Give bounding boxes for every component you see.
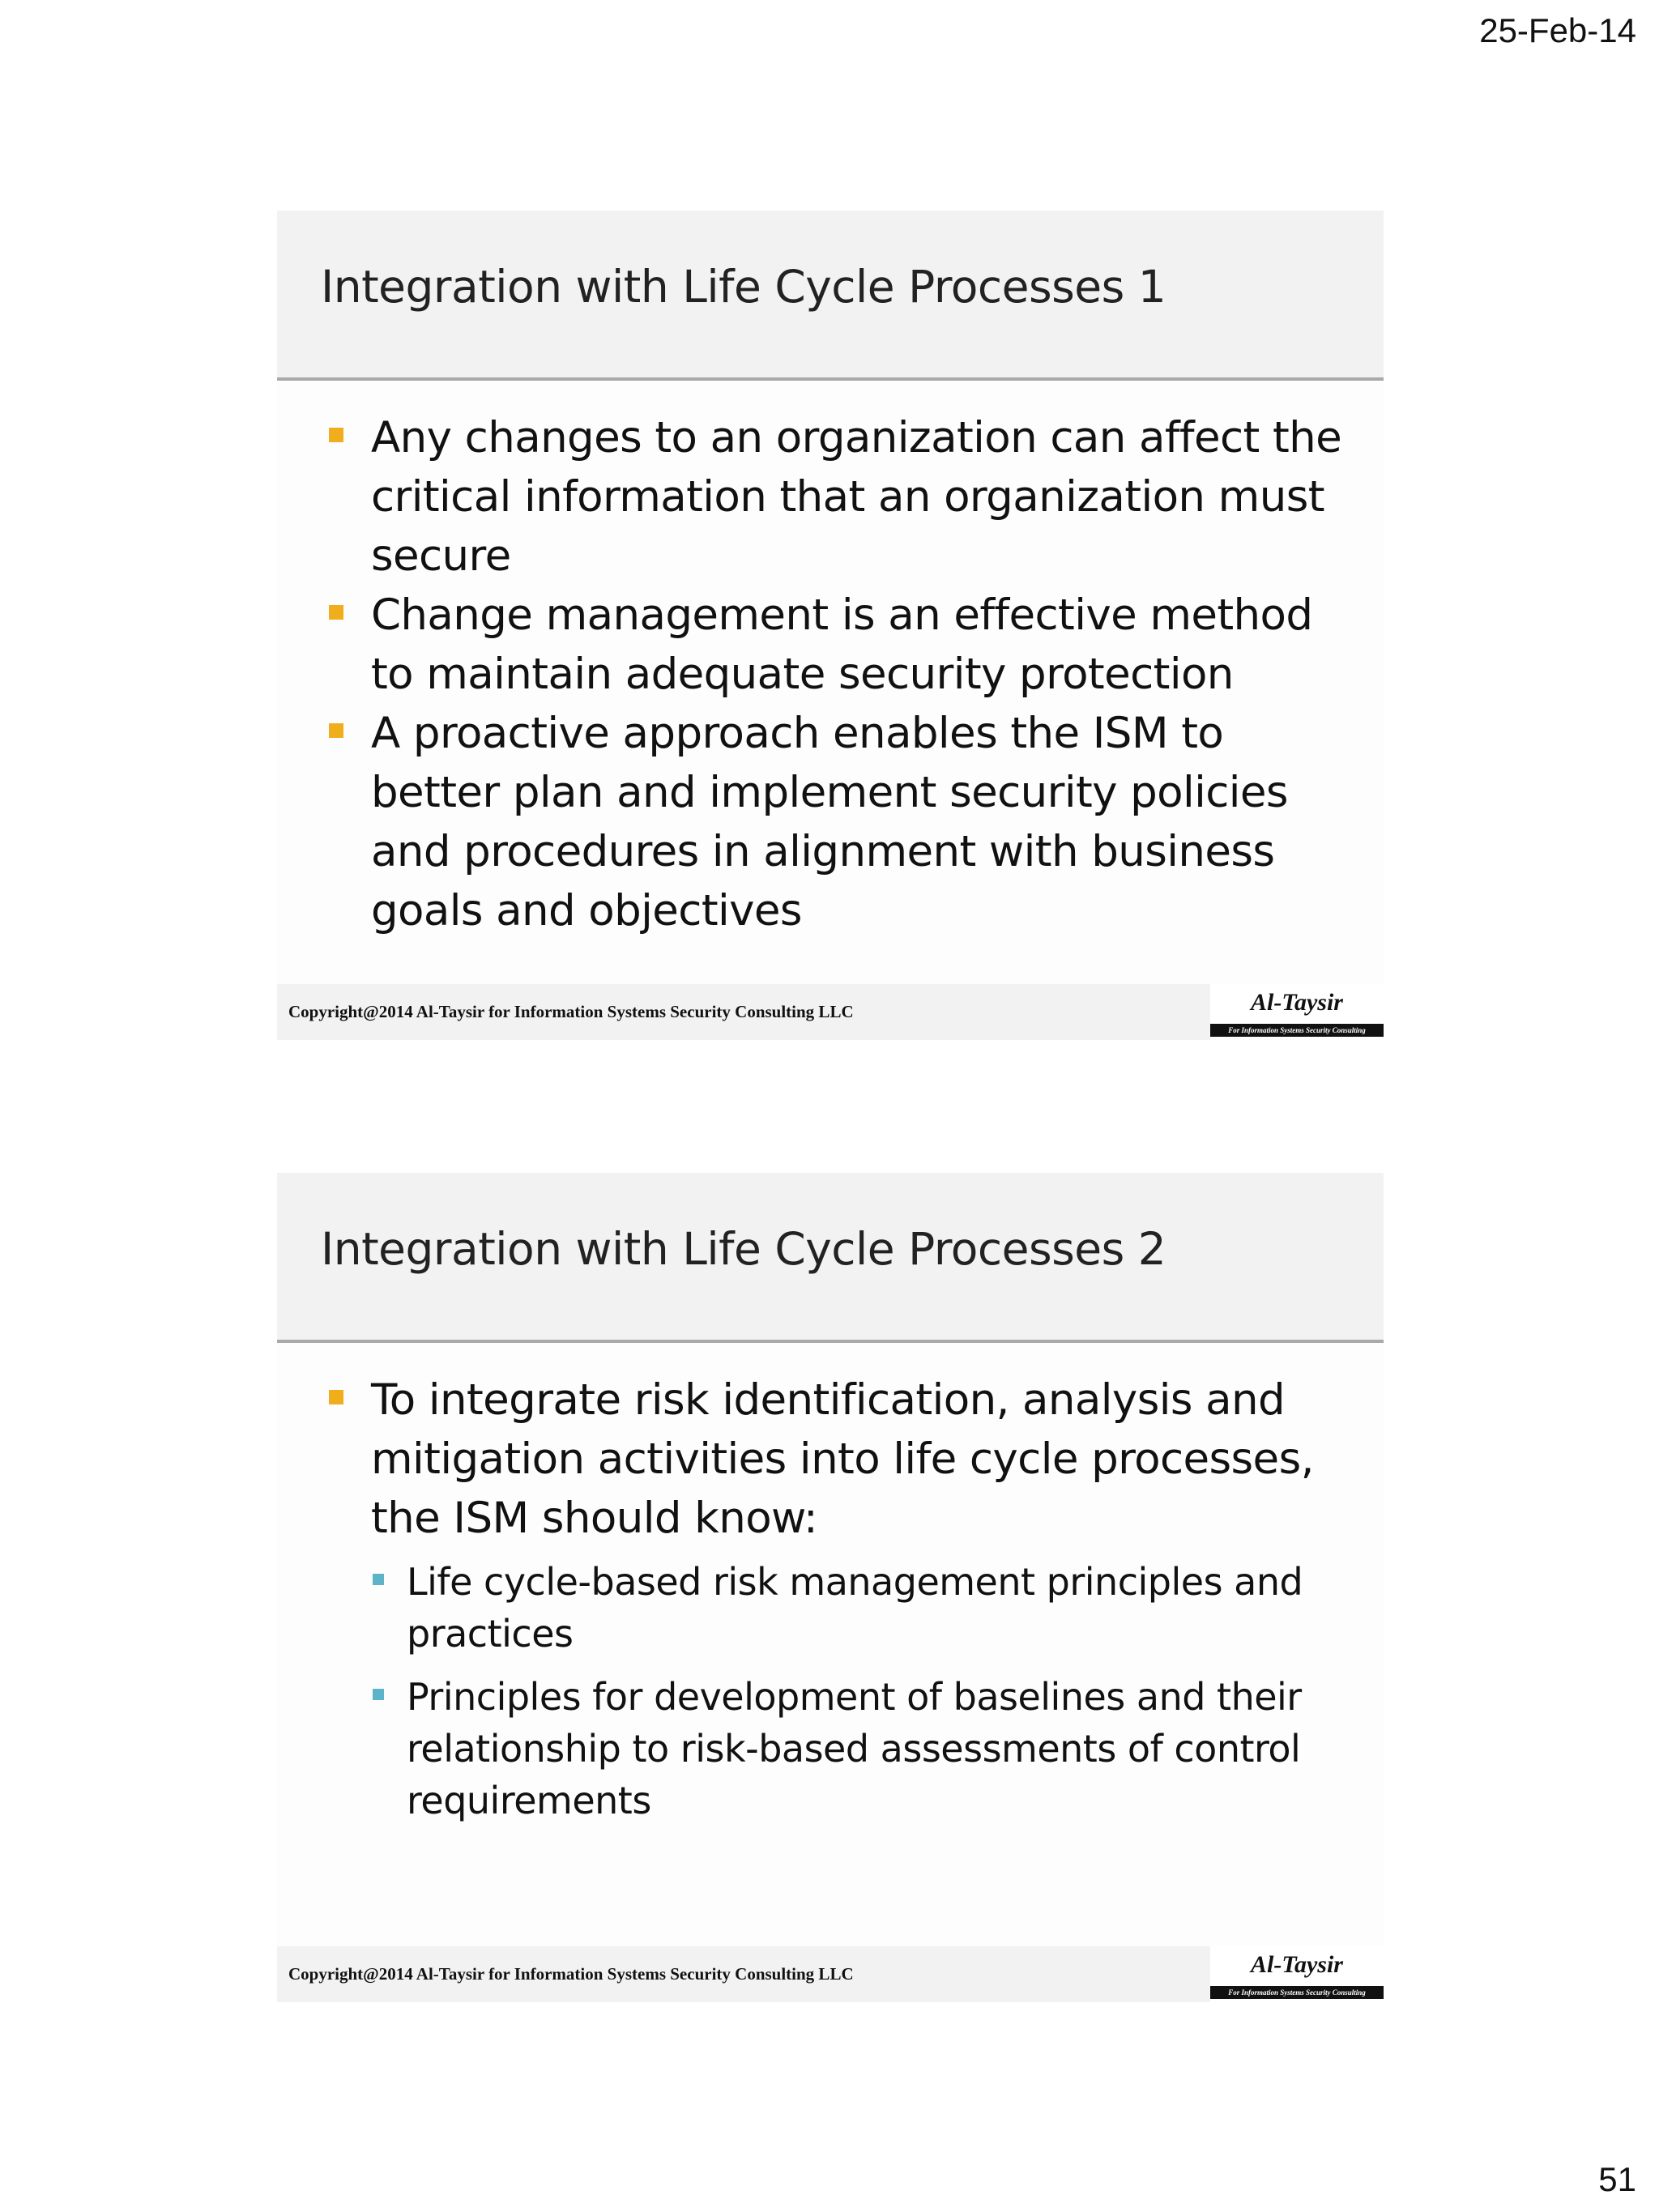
company-logo — [1210, 984, 1384, 1040]
square-bullet-icon — [329, 723, 343, 738]
logo-tagline: For Information Systems Security Consulting — [1210, 1024, 1384, 1037]
bullet-text: To integrate risk identification, analysis and mitigation activities into life cycle processes, the ISM should know: — [371, 1375, 1314, 1543]
bullet-item — [327, 408, 1351, 586]
slide-title: Integration with Life Cycle Processes 2 — [321, 1223, 1166, 1275]
slide-title: Integration with Life Cycle Processes 1 — [321, 261, 1166, 313]
bullet-list — [327, 1370, 1351, 1838]
small-square-bullet-icon — [373, 1689, 384, 1700]
bullet-item — [327, 1370, 1351, 1826]
bullet-text: Change management is an effective method to maintain adequate security protection — [371, 590, 1313, 699]
square-bullet-icon — [329, 428, 343, 442]
square-bullet-icon — [329, 605, 343, 620]
bullet-item — [327, 586, 1351, 704]
bullet-text: Any changes to an organization can affect the critical information that an organization must secure — [371, 413, 1342, 581]
slide-footer — [277, 1946, 1384, 2002]
slide-1 — [277, 211, 1384, 1040]
logo-name: Al-Taysir — [1251, 989, 1343, 1016]
bullet-item — [327, 704, 1351, 940]
small-square-bullet-icon — [373, 1574, 384, 1585]
sub-bullet-list — [371, 1556, 1351, 1826]
bullet-list — [327, 408, 1351, 940]
slide-title-bar — [277, 1173, 1384, 1343]
copyright-text: Copyright@2014 Al-Taysir for Information Systems Security Consulting LLC — [288, 1002, 854, 1021]
slide-2 — [277, 1173, 1384, 2002]
company-logo — [1210, 1946, 1384, 2002]
logo-tagline: For Information Systems Security Consulting — [1210, 1986, 1384, 1999]
slide-title-bar — [277, 211, 1384, 381]
slide-footer — [277, 984, 1384, 1040]
sub-bullet-text: Life cycle-based risk management principles and practices — [407, 1560, 1303, 1656]
copyright-text: Copyright@2014 Al-Taysir for Information Systems Security Consulting LLC — [288, 1964, 854, 1984]
page-date: 25-Feb-14 — [1479, 11, 1636, 49]
sub-bullet-item — [371, 1556, 1351, 1660]
sub-bullet-text: Principles for development of baselines and their relationship to risk-based assessments of control requirements — [407, 1675, 1302, 1822]
bullet-text: A proactive approach enables the ISM to better plan and implement security policies and procedures in alignment with business goals and objectives — [371, 709, 1288, 936]
logo-name: Al-Taysir — [1251, 1951, 1343, 1978]
square-bullet-icon — [329, 1390, 343, 1404]
page-number: 51 — [1598, 2160, 1636, 2198]
sub-bullet-item — [371, 1671, 1351, 1826]
